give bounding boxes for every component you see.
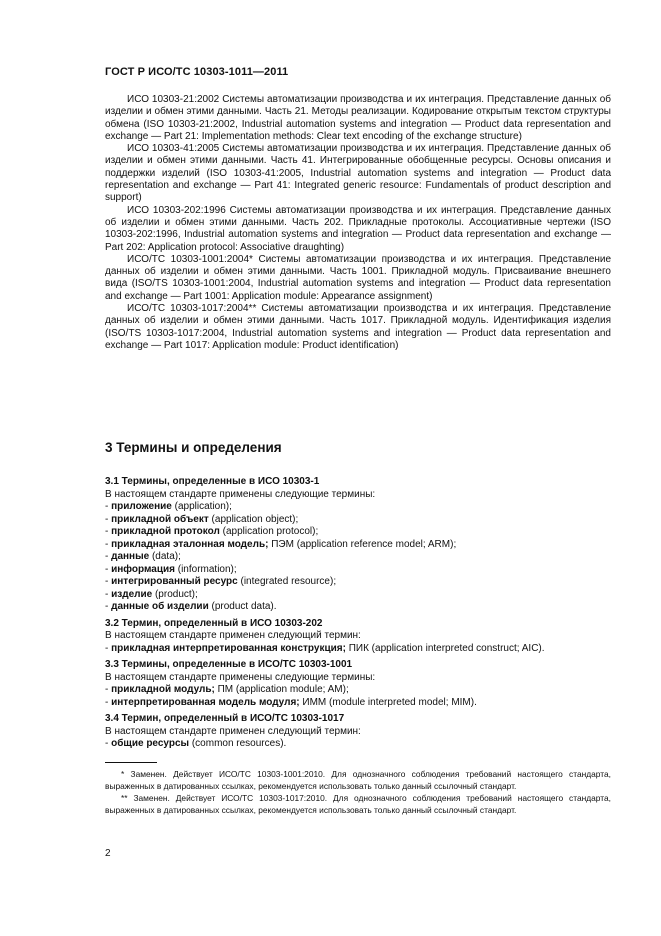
term-name: прикладной объект bbox=[111, 513, 209, 525]
term-item bbox=[105, 501, 611, 514]
reference-paragraph: ИСО 10303-202:1996 Системы автоматизации производства и их интеграция. Представление данных об изделии и обмен этими данными. Часть 202. Прикладные протоколы. Ассоциативные чертежи (ISO 10303-202:1996, Industrial automation systems and integration — Product data representation and exchange — Part 202: Application protocol: Associative draughting) bbox=[105, 204, 611, 253]
term-translation: ПИК (application interpreted construct; AIC). bbox=[345, 642, 545, 654]
term-list bbox=[105, 738, 611, 751]
document-header: ГОСТ Р ИСО/ТС 10303-1011—2011 bbox=[105, 66, 289, 78]
term-name: изделие bbox=[111, 588, 153, 600]
list-dash: - bbox=[105, 526, 112, 537]
term-name: прикладной модуль; bbox=[111, 684, 215, 695]
list-dash: - bbox=[105, 601, 112, 612]
list-dash: - bbox=[105, 576, 112, 587]
term-item bbox=[105, 684, 611, 697]
term-translation: ПЭМ (application reference model; ARM); bbox=[268, 538, 457, 550]
reference-paragraph: ИСО 10303-41:2005 Системы автоматизации производства и их интеграция. Представление данных об изделии и обмен этими данными. Часть 41. Интегрированные обобщенные ресурсы. Основы описания и поддержки изделий (ISO 10303-41:2005, Industrial automation systems and integration — Product data representation and exchange — Part 41: Integrated generic resource: Fundamentals of product description and support) bbox=[105, 143, 611, 204]
subsection-heading: 3.4 Термин, определенный в ИСО/ТС 10303-1017 bbox=[105, 713, 345, 724]
term-translation: (information); bbox=[174, 563, 237, 575]
list-dash: - bbox=[105, 642, 112, 654]
footnote: * Заменен. Действует ИСО/ТС 10303-1001:2010. Для однозначного соблюдения требований настоящего стандарта, выраженных в датированных ссылках, рекомендуется использовать только данный ссылочный стандарт. bbox=[105, 769, 611, 791]
footnote-divider bbox=[105, 762, 157, 763]
term-translation: (common resources). bbox=[189, 738, 287, 749]
term-translation: (application); bbox=[171, 501, 232, 512]
subsection-heading: 3.3 Термины, определенные в ИСО/ТС 10303-1001 bbox=[105, 659, 353, 670]
list-dash: - bbox=[105, 738, 112, 749]
term-item bbox=[105, 589, 611, 602]
term-translation: (product); bbox=[152, 588, 198, 600]
term-translation: (integrated resource); bbox=[237, 576, 337, 587]
subsection-intro: В настоящем стандарте применен следующий термин: bbox=[105, 725, 361, 737]
term-item bbox=[105, 514, 611, 527]
term-name: данные об изделии bbox=[111, 601, 209, 612]
term-name: интегрированный ресурс bbox=[111, 576, 238, 587]
list-dash: - bbox=[105, 501, 112, 512]
list-dash: - bbox=[105, 513, 112, 525]
subsection-heading: 3.1 Термины, определенные в ИСО 10303-1 bbox=[105, 476, 320, 487]
page-number: 2 bbox=[105, 848, 111, 859]
term-item bbox=[105, 564, 611, 577]
normative-references bbox=[105, 94, 611, 352]
term-item bbox=[105, 551, 611, 564]
list-dash: - bbox=[105, 551, 112, 562]
term-item bbox=[105, 738, 611, 751]
list-dash: - bbox=[105, 696, 112, 708]
term-item bbox=[105, 601, 611, 614]
term-name: данные bbox=[111, 551, 150, 562]
subsection-heading: 3.2 Термин, определенный в ИСО 10303-202 bbox=[105, 617, 323, 629]
term-translation: (product data). bbox=[208, 601, 277, 612]
term-name: прикладная эталонная модель; bbox=[111, 538, 269, 550]
term-item bbox=[105, 539, 611, 552]
term-name: приложение bbox=[111, 501, 172, 512]
term-translation: (application protocol); bbox=[219, 526, 319, 537]
term-name: прикладная интерпретированная конструкция; bbox=[111, 642, 346, 654]
term-name: прикладной протокол bbox=[111, 526, 220, 537]
list-dash: - bbox=[105, 588, 112, 600]
list-dash: - bbox=[105, 563, 112, 575]
section-heading: 3 Термины и определения bbox=[105, 440, 282, 455]
term-name: интерпретированная модель модуля; bbox=[111, 696, 300, 708]
subsection-intro: В настоящем стандарте применен следующий термин: bbox=[105, 630, 361, 641]
subsection-intro: В настоящем стандарте применены следующие термины: bbox=[105, 488, 376, 500]
term-list bbox=[105, 643, 611, 656]
footnote: ** Заменен. Действует ИСО/ТС 10303-1017:2010. Для однозначного соблюдения требований настоящего стандарта, выраженных в датированных ссылках, рекомендуется использовать только данный ссылочный стандарт. bbox=[105, 793, 611, 815]
footnotes bbox=[105, 768, 611, 816]
list-dash: - bbox=[105, 684, 112, 695]
term-translation: ПМ (application module; AM); bbox=[214, 684, 349, 695]
term-item bbox=[105, 576, 611, 589]
term-item bbox=[105, 697, 611, 710]
term-name: общие ресурсы bbox=[111, 738, 190, 749]
term-name: информация bbox=[111, 563, 175, 575]
reference-paragraph: ИСО/ТС 10303-1001:2004* Системы автоматизации производства и их интеграция. Представление данных об изделии и обмен этими данными. Часть 1001. Прикладной модуль. Присваивание внешнего вида (ISO/TS 10303-1001:2004, Industrial automation systems and integration — Product data representation and exchange — Part 1001: Application module: Appearance assignment) bbox=[105, 253, 611, 302]
term-translation: (data); bbox=[149, 551, 181, 562]
term-item bbox=[105, 526, 611, 539]
term-translation: ИММ (module interpreted model; MIM). bbox=[299, 696, 477, 708]
subsection-intro: В настоящем стандарте применены следующие термины: bbox=[105, 671, 376, 683]
term-translation: (application object); bbox=[208, 513, 299, 525]
reference-paragraph: ИСО/ТС 10303-1017:2004** Системы автоматизации производства и их интеграция. Представление данных об изделии и обмен этими данными. Часть 1017. Прикладной модуль. Идентификация изделия (ISO/TS 10303-1017:2004, Industrial automation systems and integration — Product data representation and exchange — Part 1017: Application module: Product identification) bbox=[105, 303, 611, 351]
terms-section bbox=[105, 476, 611, 751]
term-item bbox=[105, 643, 611, 656]
term-list bbox=[105, 501, 611, 614]
list-dash: - bbox=[105, 538, 112, 550]
reference-paragraph: ИСО 10303-21:2002 Системы автоматизации производства и их интеграция. Представление данных об изделии и обмен этими данными. Часть 21. Методы реализации. Кодирование открытым текстом структуры обмена (ISO 10303-21:2002, Industrial automation systems and integration — Product data representation and exchange — Part 21: Implementation methods: Clear text encoding of the exchange structure) bbox=[105, 94, 611, 142]
term-list bbox=[105, 684, 611, 709]
